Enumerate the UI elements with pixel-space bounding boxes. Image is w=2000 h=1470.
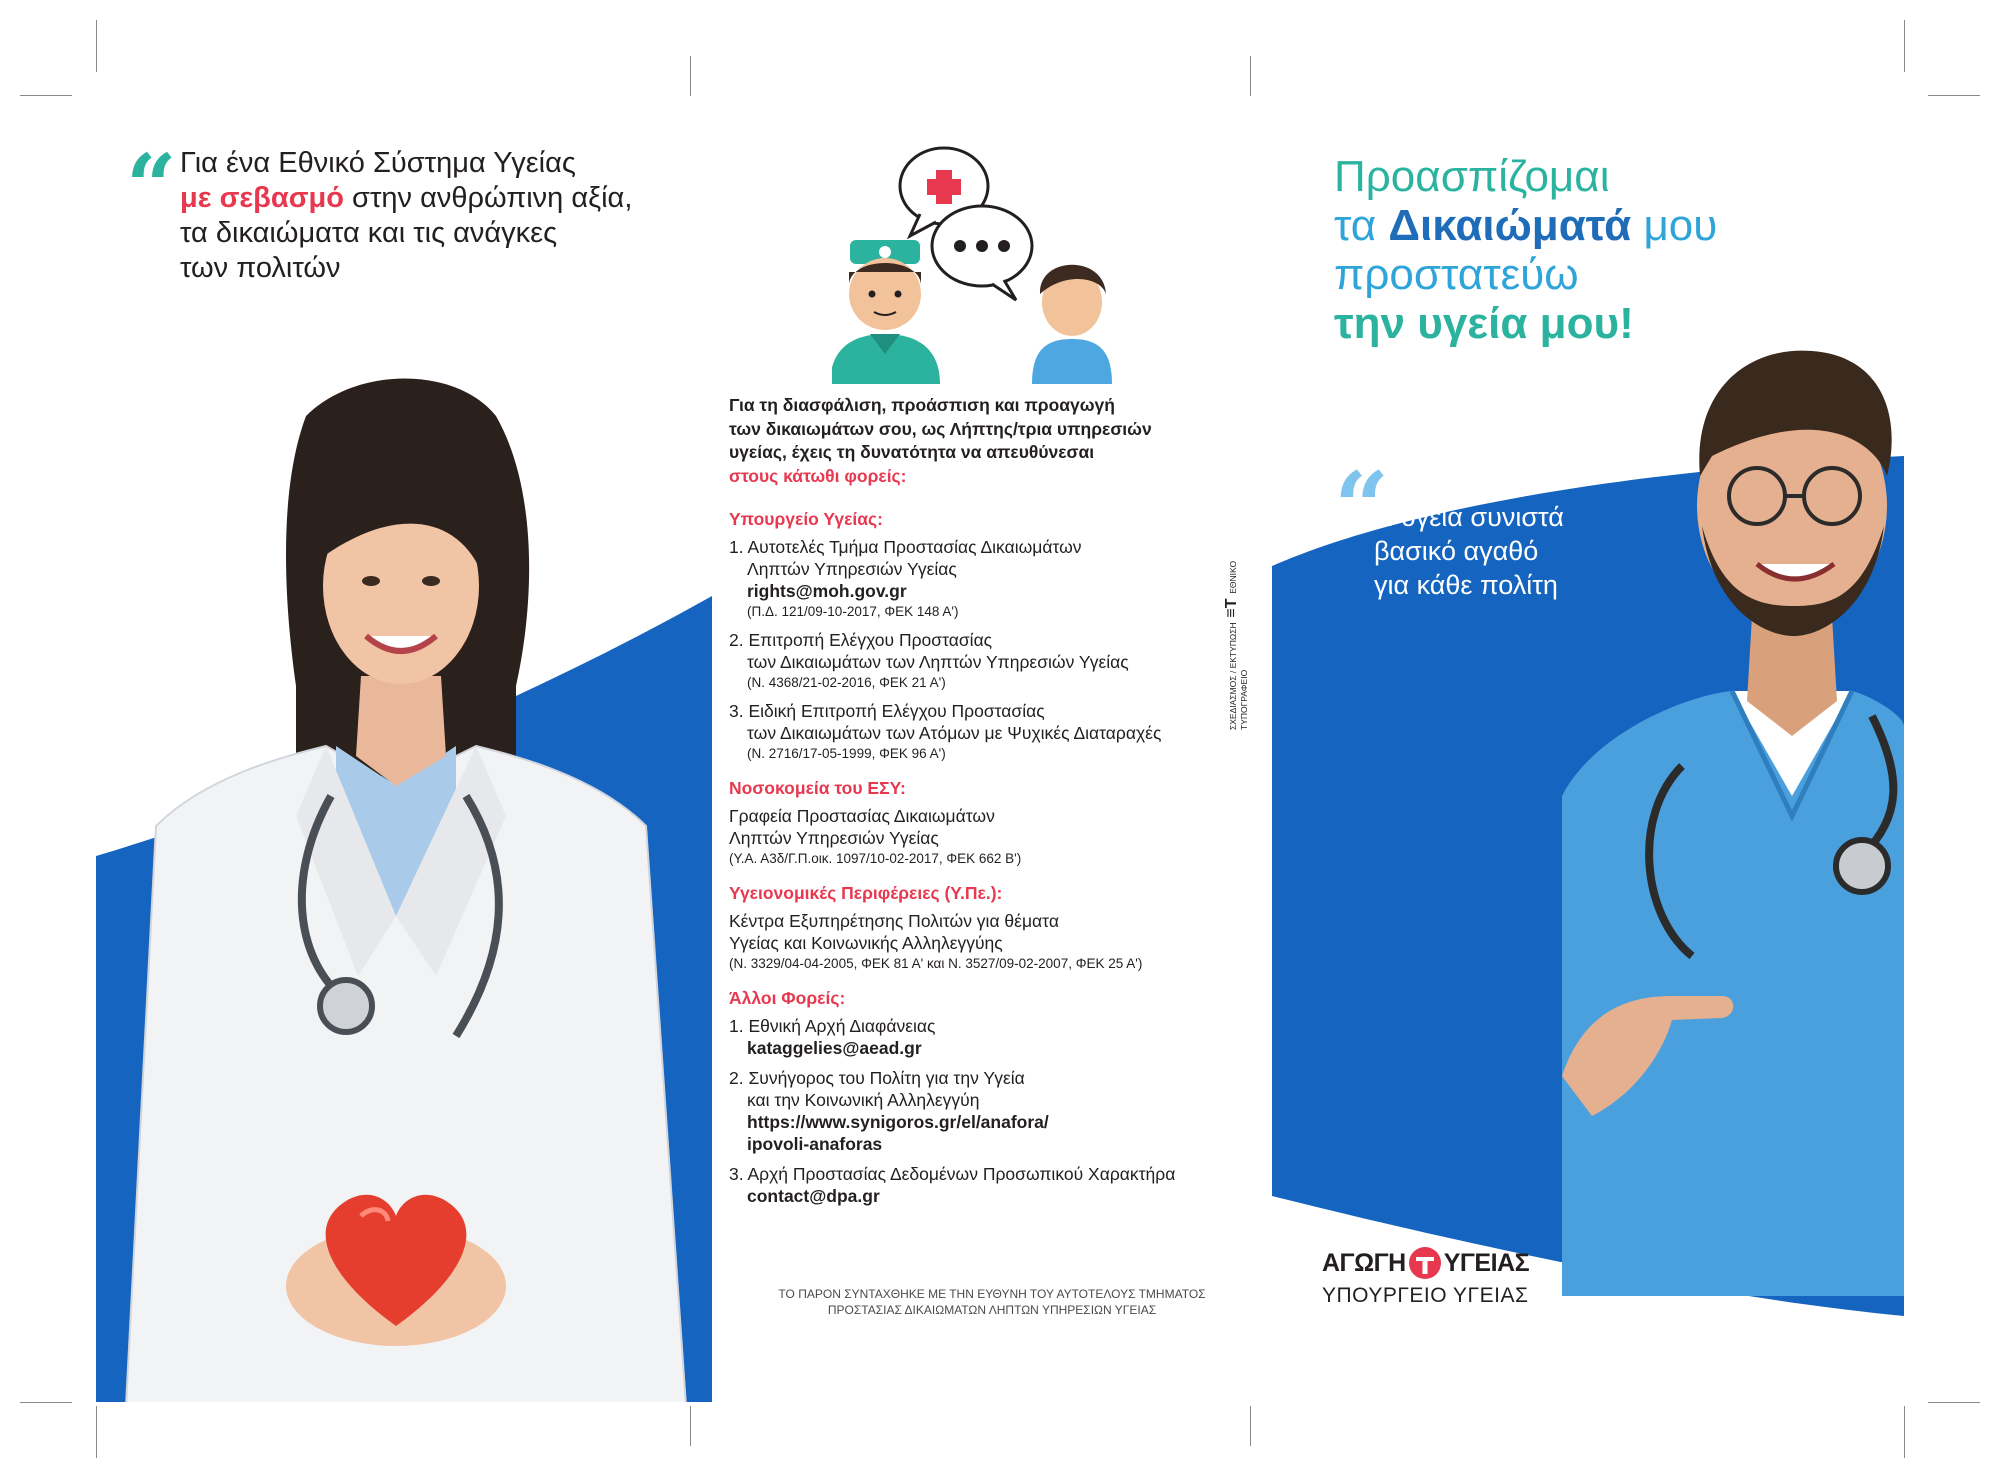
contact-entry: Γραφεία Προστασίας Δικαιωμάτων Ληπτών Υπηρεσιών Υγείας (Υ.Α. Α3δ/Γ.Π.οικ. 1097/10-02-2017, ΦΕΚ 662 Β') bbox=[729, 806, 1022, 866]
section-title: Νοσοκομεία του ΕΣΥ: bbox=[729, 778, 906, 798]
national-printing-logo-icon: ≡T bbox=[1223, 598, 1240, 618]
crop-mark bbox=[690, 56, 691, 96]
crop-mark bbox=[1928, 95, 1980, 96]
contact-entry: Κέντρα Εξυπηρέτησης Πολιτών για θέματα Υγείας και Κοινωνικής Αλληλεγγύης (Ν. 3329/04-04-2005, ΦΕΚ 81 Α' και Ν. 3527/09-02-2007, ΦΕΚ 25 Α') bbox=[729, 911, 1143, 971]
email-link[interactable]: contact@dpa.gr bbox=[747, 1186, 880, 1206]
url-link[interactable]: ipovoli-anaforas bbox=[747, 1134, 883, 1154]
crop-mark bbox=[20, 95, 72, 96]
crop-mark bbox=[20, 1402, 72, 1403]
email-link[interactable]: kataggelies@aead.gr bbox=[747, 1038, 922, 1058]
doctor-patient-illustration bbox=[832, 144, 1142, 384]
contact-sections bbox=[729, 508, 1269, 1215]
crop-mark bbox=[96, 1406, 97, 1458]
intro-text: Για τη διασφάλιση, προάσπιση και προαγωγή των δικαιωμάτων σου, ως Λήπτης/τρια υπηρεσιών υγείας, έχεις τη δυνατότητα να απευθύνεσαι στους κάτωθι φορείς: bbox=[729, 395, 1152, 486]
left-panel bbox=[96, 96, 712, 1402]
quote-icon: “ bbox=[126, 134, 177, 238]
footer-note: ΤΟ ΠΑΡΟΝ ΣΥΝΤΑΧΘΗΚΕ ΜΕ ΤΗΝ ΕΥΘΥΝΗ ΤΟΥ ΑΥΤΟΤΕΛΟΥΣ ΤΜΗΜΑΤΟΣ ΠΡΟΣΤΑΣΙΑΣ ΔΙΚΑΙΩΜΑΤΩΝ ΛΗΠΤΩΝ ΥΠΗΡΕΣΙΩΝ ΥΓΕΙΑΣ bbox=[778, 1287, 1206, 1317]
right-panel bbox=[1272, 96, 1904, 1402]
right-quote-text: Η υγεία συνιστά βασικό αγαθό για κάθε πολίτη bbox=[1374, 502, 1564, 600]
crop-mark bbox=[1928, 1402, 1980, 1403]
crop-mark bbox=[1904, 1406, 1905, 1458]
contact-entry: 1. Αυτοτελές Τμήμα Προστασίας Δικαιωμάτων Ληπτών Υπηρεσιών Υγείας rights@moh.gov.gr (Π.Δ. 121/09-10-2017, ΦΕΚ 148 Α') bbox=[729, 536, 1269, 621]
contact-entry: 1. Εθνική Αρχή Διαφάνειας kataggelies@aead.gr bbox=[729, 1015, 1269, 1059]
crop-mark bbox=[1904, 20, 1905, 72]
left-quote-text: Για ένα Εθνικό Σύστημα Υγείας με σεβασμό στην ανθρώπινη αξία, τα δικαιώματα και τις ανάγκες των πολιτών bbox=[180, 147, 633, 284]
url-link[interactable]: https://www.synigoros.gr/el/anafora/ bbox=[747, 1112, 1049, 1132]
male-doctor-image bbox=[1562, 296, 1904, 1296]
crop-mark bbox=[1250, 1406, 1251, 1446]
section-title: Υγειονομικές Περιφέρειες (Υ.Πε.): bbox=[729, 883, 1003, 903]
female-doctor-image bbox=[96, 356, 712, 1402]
quote-icon: “ bbox=[1334, 451, 1390, 564]
crop-mark bbox=[96, 20, 97, 72]
middle-panel bbox=[712, 96, 1272, 1402]
contact-entry: 3. Αρχή Προστασίας Δεδομένων Προσωπικού Χαρακτήρα contact@dpa.gr bbox=[729, 1163, 1269, 1207]
email-link[interactable]: rights@moh.gov.gr bbox=[747, 581, 907, 601]
contact-entry: 2. Επιτροπή Ελέγχου Προστασίας των Δικαιωμάτων των Ληπτών Υπηρεσιών Υγείας (Ν. 4368/21-02-2016, ΦΕΚ 21 Α') bbox=[729, 630, 1129, 690]
section-title: Άλλοι Φορείς: bbox=[729, 988, 846, 1008]
ministry-logo: ΑΓΩΓΗ ΥΓΕΙΑΣ ΥΠΟΥΡΓΕΙΟ ΥΓΕΙΑΣ bbox=[1322, 1246, 1582, 1308]
crop-mark bbox=[690, 1406, 691, 1446]
left-quote bbox=[126, 134, 686, 286]
contact-entry: 3. Ειδική Επιτροπή Ελέγχου Προστασίας των Δικαιωμάτων των Ατόμων με Ψυχικές Διαταραχές (Ν. 2716/17-05-1999, ΦΕΚ 96 Α') bbox=[729, 701, 1162, 761]
crop-mark bbox=[1250, 56, 1251, 96]
printer-imprint: ΣΧΕΔΙΑΣΜΟΣ / ΕΚΤΥΠΩΣΗ ≡T ΕΘΝΙΚΟ ΤΥΠΟΓΡΑΦΕΙΟ bbox=[1223, 560, 1249, 730]
section-title: Υπουργείο Υγείας: bbox=[729, 509, 883, 529]
contact-entry: 2. Συνήγορος του Πολίτη για την Υγεία και την Κοινωνική Αλληλεγγύη https://www.synigoros.gr/el/anafora/ ipovoli-anaforas bbox=[729, 1067, 1269, 1155]
page-title: Προασπίζομαι τα Δικαιώματά μου προστατεύω την υγεία μου! bbox=[1334, 152, 1718, 348]
health-cross-logo-icon bbox=[1408, 1246, 1442, 1280]
